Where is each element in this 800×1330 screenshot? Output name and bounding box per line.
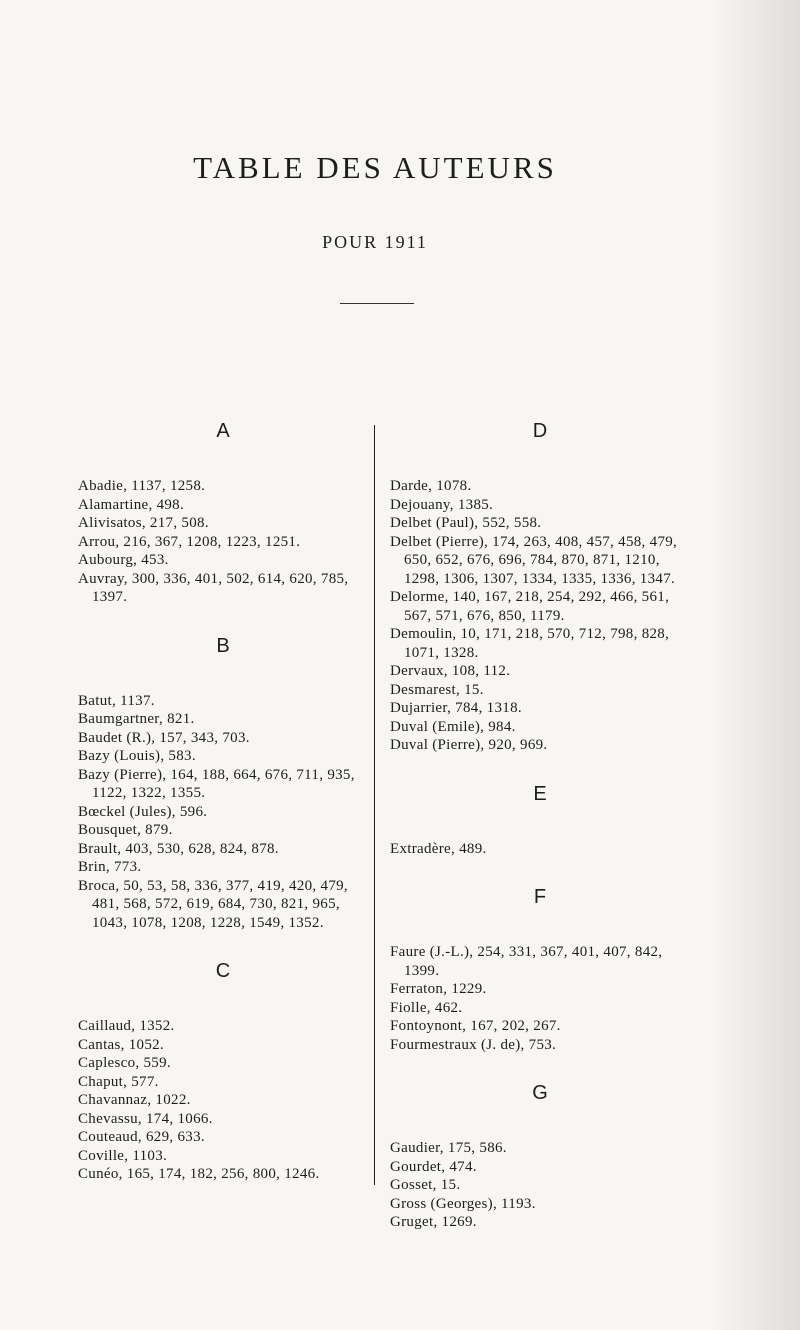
- section-letter: D: [532, 420, 548, 442]
- index-entry: Alamartine, 498.: [78, 496, 185, 513]
- index-entry: Baumgartner, 821.: [78, 711, 195, 727]
- index-entry: Bousquet, 879.: [78, 822, 173, 838]
- right-column: [390, 420, 690, 1232]
- index-entry: Darde, 1078.: [390, 478, 472, 494]
- index-entry: Bœckel (Jules), 596.: [78, 803, 208, 820]
- index-entry: Faure (J.-L.), 254, 331, 367, 401, 407, 842, 1399.: [390, 944, 663, 979]
- page-title: TABLE DES AUTEURS: [193, 150, 557, 185]
- index-entry: Chaput, 577.: [78, 1073, 159, 1090]
- index-entry: Gaudier, 175, 586.: [390, 1140, 507, 1156]
- index-entry: Brault, 403, 530, 628, 824, 878.: [78, 840, 279, 857]
- index-entry: Alivisatos, 217, 508.: [78, 515, 209, 531]
- section-letter: B: [216, 634, 230, 657]
- index-entry: Demoulin, 10, 171, 218, 570, 712, 798, 828, 1071, 1328.: [390, 626, 670, 661]
- index-entry: Chavannaz, 1022.: [78, 1092, 191, 1108]
- index-entry: Desmarest, 15.: [390, 681, 484, 698]
- title-ornament-rule: [340, 303, 414, 304]
- index-entry: Caillaud, 1352.: [78, 1018, 175, 1034]
- index-entry: Abadie, 1137, 1258.: [78, 478, 206, 494]
- index-entry: Duval (Pierre), 920, 969.: [390, 737, 548, 753]
- index-entry: Batut, 1137.: [78, 692, 155, 709]
- index-entry: Bazy (Louis), 583.: [78, 748, 196, 764]
- index-entry: Gourdet, 474.: [390, 1158, 477, 1175]
- index-entry: Baudet (R.), 157, 343, 703.: [78, 729, 250, 746]
- index-entry: Couteaud, 629, 633.: [78, 1129, 205, 1145]
- index-entry: Coville, 1103.: [78, 1147, 168, 1164]
- index-entry: Delbet (Pierre), 174, 263, 408, 457, 458, 479, 650, 652, 676, 696, 784, 870, 871, 1210, 1298, 1306, 1307, 1334, 1335, 1336, 1347.: [390, 533, 678, 587]
- section-letter: E: [533, 782, 547, 805]
- index-entry: Brin, 773.: [78, 859, 142, 875]
- index-entry: Delbet (Paul), 552, 558.: [390, 515, 542, 531]
- index-entry: Arrou, 216, 367, 1208, 1223, 1251.: [78, 533, 301, 550]
- index-entry: Fourmestraux (J. de), 753.: [390, 1036, 557, 1053]
- section-letter: A: [216, 420, 230, 442]
- index-entry: Broca, 50, 53, 58, 336, 377, 419, 420, 479, 481, 568, 572, 619, 684, 730, 821, 965, 1043, 1078, 1208, 1228, 1549, 1352.: [78, 877, 348, 931]
- index-entry: Fontoynont, 167, 202, 267.: [390, 1018, 561, 1034]
- index-entry: Gross (Georges), 1193.: [390, 1195, 536, 1212]
- index-entry: Aubourg, 453.: [78, 552, 169, 568]
- index-entry: Extradère, 489.: [390, 840, 487, 857]
- index-entry: Fiolle, 462.: [390, 999, 463, 1016]
- column-divider: [374, 425, 375, 1185]
- index-entry: Dujarrier, 784, 1318.: [390, 700, 522, 716]
- page-subtitle: POUR 1911: [322, 232, 428, 252]
- section-letter: F: [533, 886, 547, 908]
- index-entry: Gruget, 1269.: [390, 1214, 477, 1230]
- section-letter: C: [215, 960, 231, 982]
- index-entry: Delorme, 140, 167, 218, 254, 292, 466, 561, 567, 571, 676, 850, 1179.: [390, 589, 670, 624]
- left-column: [78, 420, 368, 1184]
- page-edge-shadow: [710, 0, 800, 1330]
- index-entry: Duval (Emile), 984.: [390, 718, 516, 735]
- index-entry: Gosset, 15.: [390, 1177, 461, 1193]
- index-entry: Cantas, 1052.: [78, 1036, 164, 1053]
- index-entry: Bazy (Pierre), 164, 188, 664, 676, 711, 935, 1122, 1322, 1355.: [78, 766, 355, 801]
- index-entry: Caplesco, 559.: [78, 1055, 171, 1071]
- section-letter: G: [532, 1082, 548, 1104]
- index-entry: Ferraton, 1229.: [390, 981, 487, 997]
- index-entry: Cunéo, 165, 174, 182, 256, 800, 1246.: [78, 1166, 320, 1182]
- index-entry: Dejouany, 1385.: [390, 496, 494, 513]
- index-entry: Dervaux, 108, 112.: [390, 663, 511, 679]
- index-entry: Chevassu, 174, 1066.: [78, 1110, 213, 1127]
- index-entry: Auvray, 300, 336, 401, 502, 614, 620, 785, 1397.: [78, 570, 349, 605]
